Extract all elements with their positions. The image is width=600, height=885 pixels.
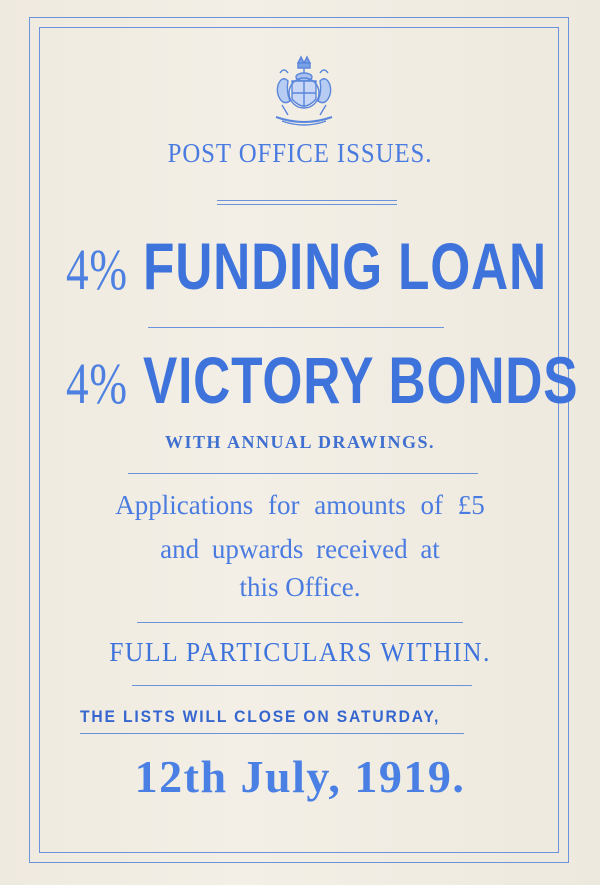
applications-line-3: this Office. — [239, 572, 361, 602]
divider-double — [217, 200, 397, 205]
divider-2 — [128, 473, 478, 474]
divider-3 — [137, 622, 463, 623]
notice-underline — [80, 733, 464, 734]
applications-line-1: Applications for amounts of £5 — [115, 490, 485, 520]
funding-loan-rate: 4% — [66, 237, 128, 302]
funding-loan-name: FUNDING LOAN — [142, 229, 547, 303]
victory-bonds-title — [66, 342, 579, 418]
issuer-heading: POST OFFICE ISSUES. — [167, 138, 433, 168]
funding-loan-title — [66, 228, 547, 304]
full-particulars: FULL PARTICULARS WITHIN. — [109, 637, 491, 667]
victory-bonds-name: VICTORY BONDS — [142, 343, 579, 417]
victory-bonds-rate: 4% — [66, 351, 128, 416]
closing-date: 12th July, 1919. — [134, 751, 466, 802]
applications-line-2: and upwards received at — [160, 534, 440, 564]
lists-close-notice: THE LISTS WILL CLOSE ON SATURDAY, — [80, 707, 441, 726]
divider-4 — [132, 685, 472, 686]
divider-1 — [148, 327, 444, 328]
royal-coat-of-arms-icon — [268, 55, 340, 130]
annual-drawings-note: WITH ANNUAL DRAWINGS. — [164, 432, 436, 452]
